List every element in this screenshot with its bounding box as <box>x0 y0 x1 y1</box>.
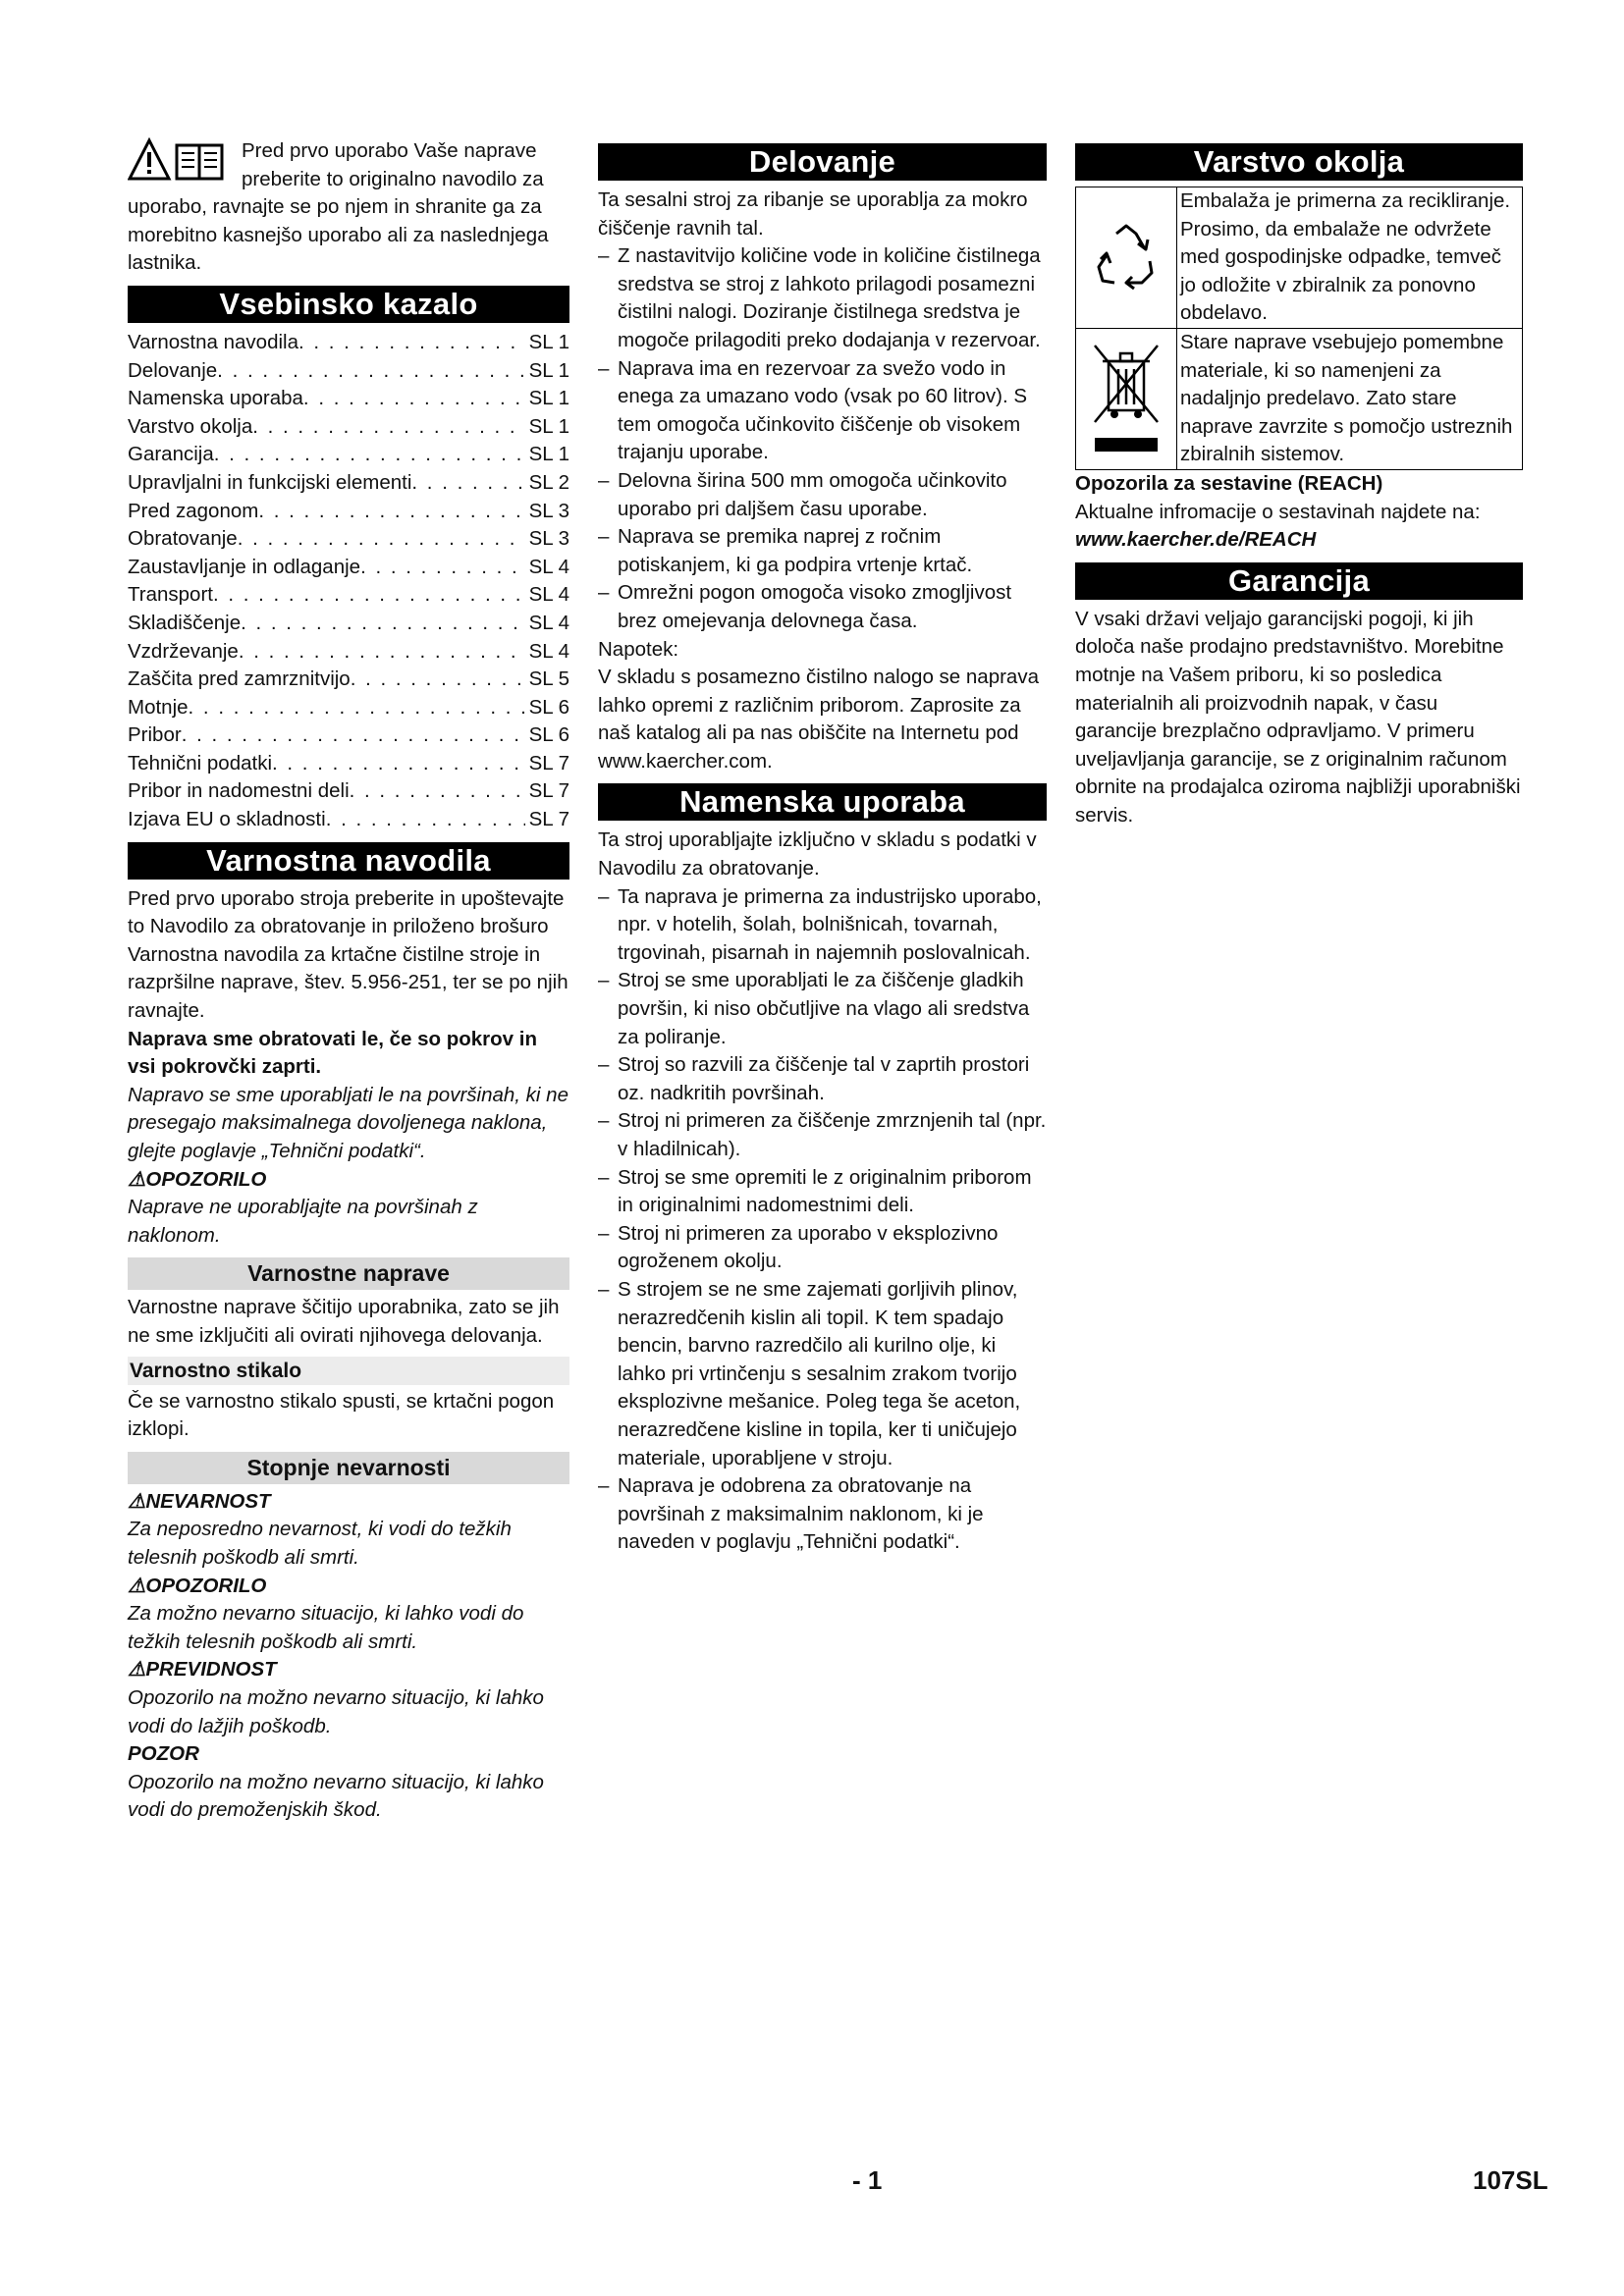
toc-label: Zaščita pred zamrznitvijo <box>128 667 351 691</box>
level-label: ⚠PREVIDNOST <box>128 1658 277 1682</box>
list-item: – Naprava ima en rezervoar za svežo vodo in enega za umazano vodo (vsak po 60 litrov). S tem omogoča učinkovito čiščenje ob visokem trajanju uporabe. <box>598 355 1047 467</box>
toc-page: SL 4 <box>528 583 569 607</box>
toc-row[interactable] <box>128 525 569 554</box>
safety-devices-text: Varnostne naprave ščitijo uporabnika, zato se jih ne sme izključiti ali ovirati njihovega delovanja. <box>128 1296 560 1347</box>
toc-label: Pribor in nadomestni deli <box>128 779 350 803</box>
note-text: V skladu s posamezno čistilno nalogo se naprava lahko opremi z različnim priborom. Zaprosite za naš katalog ali pa nas obiščite na Internetu pod www.kaercher.com. <box>598 666 1039 773</box>
toc-leader <box>326 806 525 834</box>
toc-row[interactable] <box>128 610 569 638</box>
toc-label: Upravljalni in funkcijski elementi <box>128 470 412 494</box>
toc-row[interactable] <box>128 498 569 526</box>
toc-leader <box>298 329 525 357</box>
warning-manual-icon <box>128 137 236 183</box>
toc-row[interactable] <box>128 554 569 582</box>
toc-leader <box>182 721 525 750</box>
level-label: ⚠NEVARNOST <box>128 1489 271 1513</box>
level-text: Opozorilo na možno nevarno situacijo, ki lahko vodi do premoženjskih škod. <box>128 1770 544 1822</box>
toc-page: SL 1 <box>528 387 569 410</box>
toc-page: SL 6 <box>528 695 569 719</box>
list-item: – Z nastavitvijo količine vode in količine čistilnega sredstva se stroj z lahkoto prilagodi posamezni čistilni nalogi. Doziranje čistilnega sredstva je mogoče prilagoditi preko dodajanja v rezervoar. <box>598 242 1047 354</box>
toc-leader <box>258 498 524 526</box>
danger-levels <box>128 1488 569 1825</box>
intro-text: Pred prvo uporabo Vaše naprave preberite to originalno navodilo za uporabo, ravnajte se po njem in shranite ga za morebitno kasnejšo uporabo ali za naslednjega lastnika. <box>128 139 549 275</box>
toc-row[interactable] <box>128 666 569 694</box>
toc-page: SL 7 <box>528 808 569 831</box>
toc-page: SL 1 <box>528 330 569 353</box>
toc-label: Skladiščenje <box>128 611 242 634</box>
reach-text: Aktualne infromacije o sestavinah najdete na: <box>1075 500 1481 523</box>
weee-text: Stare naprave vsebujejo pomembne materiale, ki so namenjeni za nadaljnjo predelavo. Zato stare naprave zavrzite s pomočjo ustreznih zbiralnih sistemov. <box>1180 330 1513 466</box>
toc-leader <box>239 638 525 667</box>
recycling-box <box>1075 187 1523 329</box>
toc-page: SL 4 <box>528 639 569 663</box>
level-text: Za neposredno nevarnost, ki vodi do težkih telesnih poškodb ali smrti. <box>128 1518 512 1569</box>
toc-row[interactable] <box>128 385 569 413</box>
column-3 <box>1075 137 1523 829</box>
list-item: – Stroj ni primeren za uporabo v eksplozivno ogroženem okolju. <box>598 1220 1047 1276</box>
weee-box <box>1075 329 1523 470</box>
recycling-icon <box>1076 187 1177 328</box>
intro-block <box>128 137 569 278</box>
toc-row[interactable] <box>128 806 569 834</box>
note-label: Napotek: <box>598 637 679 661</box>
toc-label: Transport <box>128 583 213 607</box>
toc-row[interactable] <box>128 357 569 386</box>
toc-label: Varnostna navodila <box>128 330 298 353</box>
reach-link[interactable]: www.kaercher.de/REACH <box>1075 528 1317 552</box>
toc-row[interactable] <box>128 777 569 806</box>
level-label: ⚠OPOZORILO <box>128 1574 267 1597</box>
toc-page: SL 3 <box>528 499 569 522</box>
toc-row[interactable] <box>128 581 569 610</box>
toc-label: Tehnični podatki <box>128 751 273 774</box>
intended-use-list <box>598 883 1047 1557</box>
toc-page: SL 1 <box>528 414 569 438</box>
warranty-heading: Garancija <box>1075 562 1523 600</box>
toc-leader <box>252 413 524 442</box>
toc-label: Obratovanje <box>128 527 238 551</box>
toc-row[interactable] <box>128 721 569 750</box>
toc-row[interactable] <box>128 329 569 357</box>
toc-page: SL 1 <box>528 358 569 382</box>
toc-page: SL 1 <box>528 443 569 466</box>
list-item: – Stroj ni primeren za čiščenje zmrznjenih tal (npr. v hladilnicah). <box>598 1107 1047 1163</box>
column-1 <box>128 137 569 1825</box>
list-item: – Ta naprava je primerna za industrijsko uporabo, npr. v hotelih, šolah, bolnišnicah, tovarnah, trgovinah, pisarnah in najemnih poslovalnicah. <box>598 883 1047 968</box>
safety-paragraph: Pred prvo uporabo stroja preberite in upoštevajte to Navodilo za obratovanje in priloženo brošuro Varnostna navodila za krtačne čistilne stroje in razpršilne naprave, štev. 5.956-251, ter se po njih ravnajte. <box>128 886 568 1023</box>
environment-heading: Varstvo okolja <box>1075 143 1523 181</box>
safety-heading: Varnostna navodila <box>128 842 569 880</box>
toc-heading: Vsebinsko kazalo <box>128 286 569 323</box>
toc-label: Varstvo okolja <box>128 414 253 438</box>
toc-page: SL 3 <box>528 527 569 551</box>
safety-devices-heading: Varnostne naprave <box>128 1257 569 1290</box>
toc-label: Zaustavljanje in odlaganje <box>128 555 361 578</box>
toc-label: Garancija <box>128 443 214 466</box>
list-item: – Naprava se premika naprej z ročnim potiskanjem, ki ga podpira vrtenje krtač. <box>598 523 1047 579</box>
toc-leader <box>351 666 525 694</box>
list-item: – Stroj so razvili za čiščenje tal v zaprtih prostori oz. nadkritih površinah. <box>598 1051 1047 1107</box>
toc-list <box>128 329 569 834</box>
list-item: – Delovna širina 500 mm omogoča učinkovito uporabo pri daljšem času uporabe. <box>598 467 1047 523</box>
function-intro: Ta sesalni stroj za ribanje se uporablja za mokro čiščenje ravnih tal. <box>598 188 1028 240</box>
toc-label: Izjava EU o skladnosti <box>128 808 326 831</box>
toc-row[interactable] <box>128 750 569 778</box>
toc-page: SL 6 <box>528 723 569 747</box>
list-item: – Stroj se sme uporabljati le za čiščenje gladkih površin, ki niso občutljive na vlago ali sredstva za poliranje. <box>598 967 1047 1051</box>
toc-leader <box>411 469 524 498</box>
intended-use-heading: Namenska uporaba <box>598 783 1047 821</box>
toc-leader <box>272 750 525 778</box>
intended-use-intro: Ta stroj uporabljajte izključno v skladu s podatki v Navodilu za obratovanje. <box>598 828 1037 881</box>
function-list <box>598 242 1047 635</box>
toc-page: SL 7 <box>528 751 569 774</box>
toc-row[interactable] <box>128 469 569 498</box>
toc-label: Vzdrževanje <box>128 639 239 663</box>
toc-label: Pribor <box>128 723 182 747</box>
list-item: – Stroj se sme opremiti le z originalnim priborom in originalnimi nadomestnimi deli. <box>598 1164 1047 1220</box>
function-heading: Delovanje <box>598 143 1047 181</box>
warning-label: ⚠OPOZORILO <box>128 1167 267 1191</box>
level-text: Za možno nevarno situacijo, ki lahko vodi do težkih telesnih poškodb ali smrti. <box>128 1602 524 1653</box>
safety-switch-text: Če se varnostno stikalo spusti, se krtačni pogon izklopi. <box>128 1389 555 1441</box>
page-number: - 1 <box>852 2165 883 2195</box>
warranty-text: V vsaki državi veljajo garancijski pogoji, ki jih določa naše prodajno predstavništvo. Morebitne motnje na Vašem priboru, ki so posledica materialnih ali proizvodnih napak, v času garancije brezplačno odpravljamo. V primeru uveljavljanja garancije, se z originalnim računom obrnite na prodajalca oziroma najbližji uporabniški servis. <box>1075 607 1521 827</box>
safety-switch-heading: Varnostno stikalo <box>128 1357 569 1385</box>
toc-page: SL 5 <box>528 667 569 691</box>
toc-label: Delovanje <box>128 358 218 382</box>
toc-leader <box>303 385 525 413</box>
toc-leader <box>360 554 525 582</box>
toc-row[interactable] <box>128 638 569 667</box>
toc-label: Namenska uporaba <box>128 387 303 410</box>
list-item: – Naprava je odobrena za obratovanje na površinah z maksimalnim naklonom, ki je naveden v poglavju „Tehnični podatki“. <box>598 1472 1047 1557</box>
page-code: 107SL <box>1473 2165 1548 2195</box>
toc-leader <box>189 694 525 722</box>
toc-label: Pred zagonom <box>128 499 259 522</box>
toc-page: SL 4 <box>528 555 569 578</box>
safety-italic-note: Napravo se sme uporabljati le na površinah, ki ne presegajo maksimalnega dovoljenega naklona, glejte poglavje „Tehnični podatki“. <box>128 1083 568 1162</box>
toc-page: SL 7 <box>528 779 569 803</box>
toc-label: Motnje <box>128 695 189 719</box>
reach-heading: Opozorila za sestavine (REACH) <box>1075 471 1383 495</box>
toc-leader <box>217 357 524 386</box>
level-label: POZOR <box>128 1742 199 1766</box>
toc-row[interactable] <box>128 413 569 442</box>
toc-page: SL 4 <box>528 611 569 634</box>
danger-levels-heading: Stopnje nevarnosti <box>128 1452 569 1484</box>
recycling-text: Embalaža je primerna za recikliranje. Prosimo, da embalaže ne odvržete med gospodinjske odpadke, temveč jo odložite v zbiralnik za ponovno obdelavo. <box>1180 189 1511 325</box>
toc-page: SL 2 <box>528 470 569 494</box>
crossed-bin-icon <box>1076 329 1177 469</box>
column-2 <box>598 137 1047 1557</box>
list-item: – S strojem se ne sme zajemati gorljivih plinov, nerazredčenih kislin ali topil. K tem spadajo bencin, barvno razredčilo ali kurilno olje, ki lahko pri vrtinčenju s sesalnim zrakom tvorijo eksplozivne mešanice. Poleg tega še aceton, nerazredčene kisline in topila, ker ti uničujejo materiale, uporabljene v stroju. <box>598 1276 1047 1472</box>
warning-text: Naprave ne uporabljajte na površinah z naklonom. <box>128 1196 478 1247</box>
list-item: – Omrežni pogon omogoča visoko zmogljivost brez omejevanja delovnega časa. <box>598 579 1047 635</box>
toc-leader <box>241 610 524 638</box>
toc-row[interactable] <box>128 441 569 469</box>
safety-bold-note: Naprava sme obratovati le, če so pokrov in vsi pokrovčki zaprti. <box>128 1027 537 1079</box>
toc-leader <box>214 441 525 469</box>
toc-row[interactable] <box>128 694 569 722</box>
level-text: Opozorilo na možno nevarno situacijo, ki lahko vodi do lažjih poškodb. <box>128 1685 544 1737</box>
toc-leader <box>238 525 525 554</box>
toc-leader <box>213 581 525 610</box>
toc-leader <box>350 777 525 806</box>
